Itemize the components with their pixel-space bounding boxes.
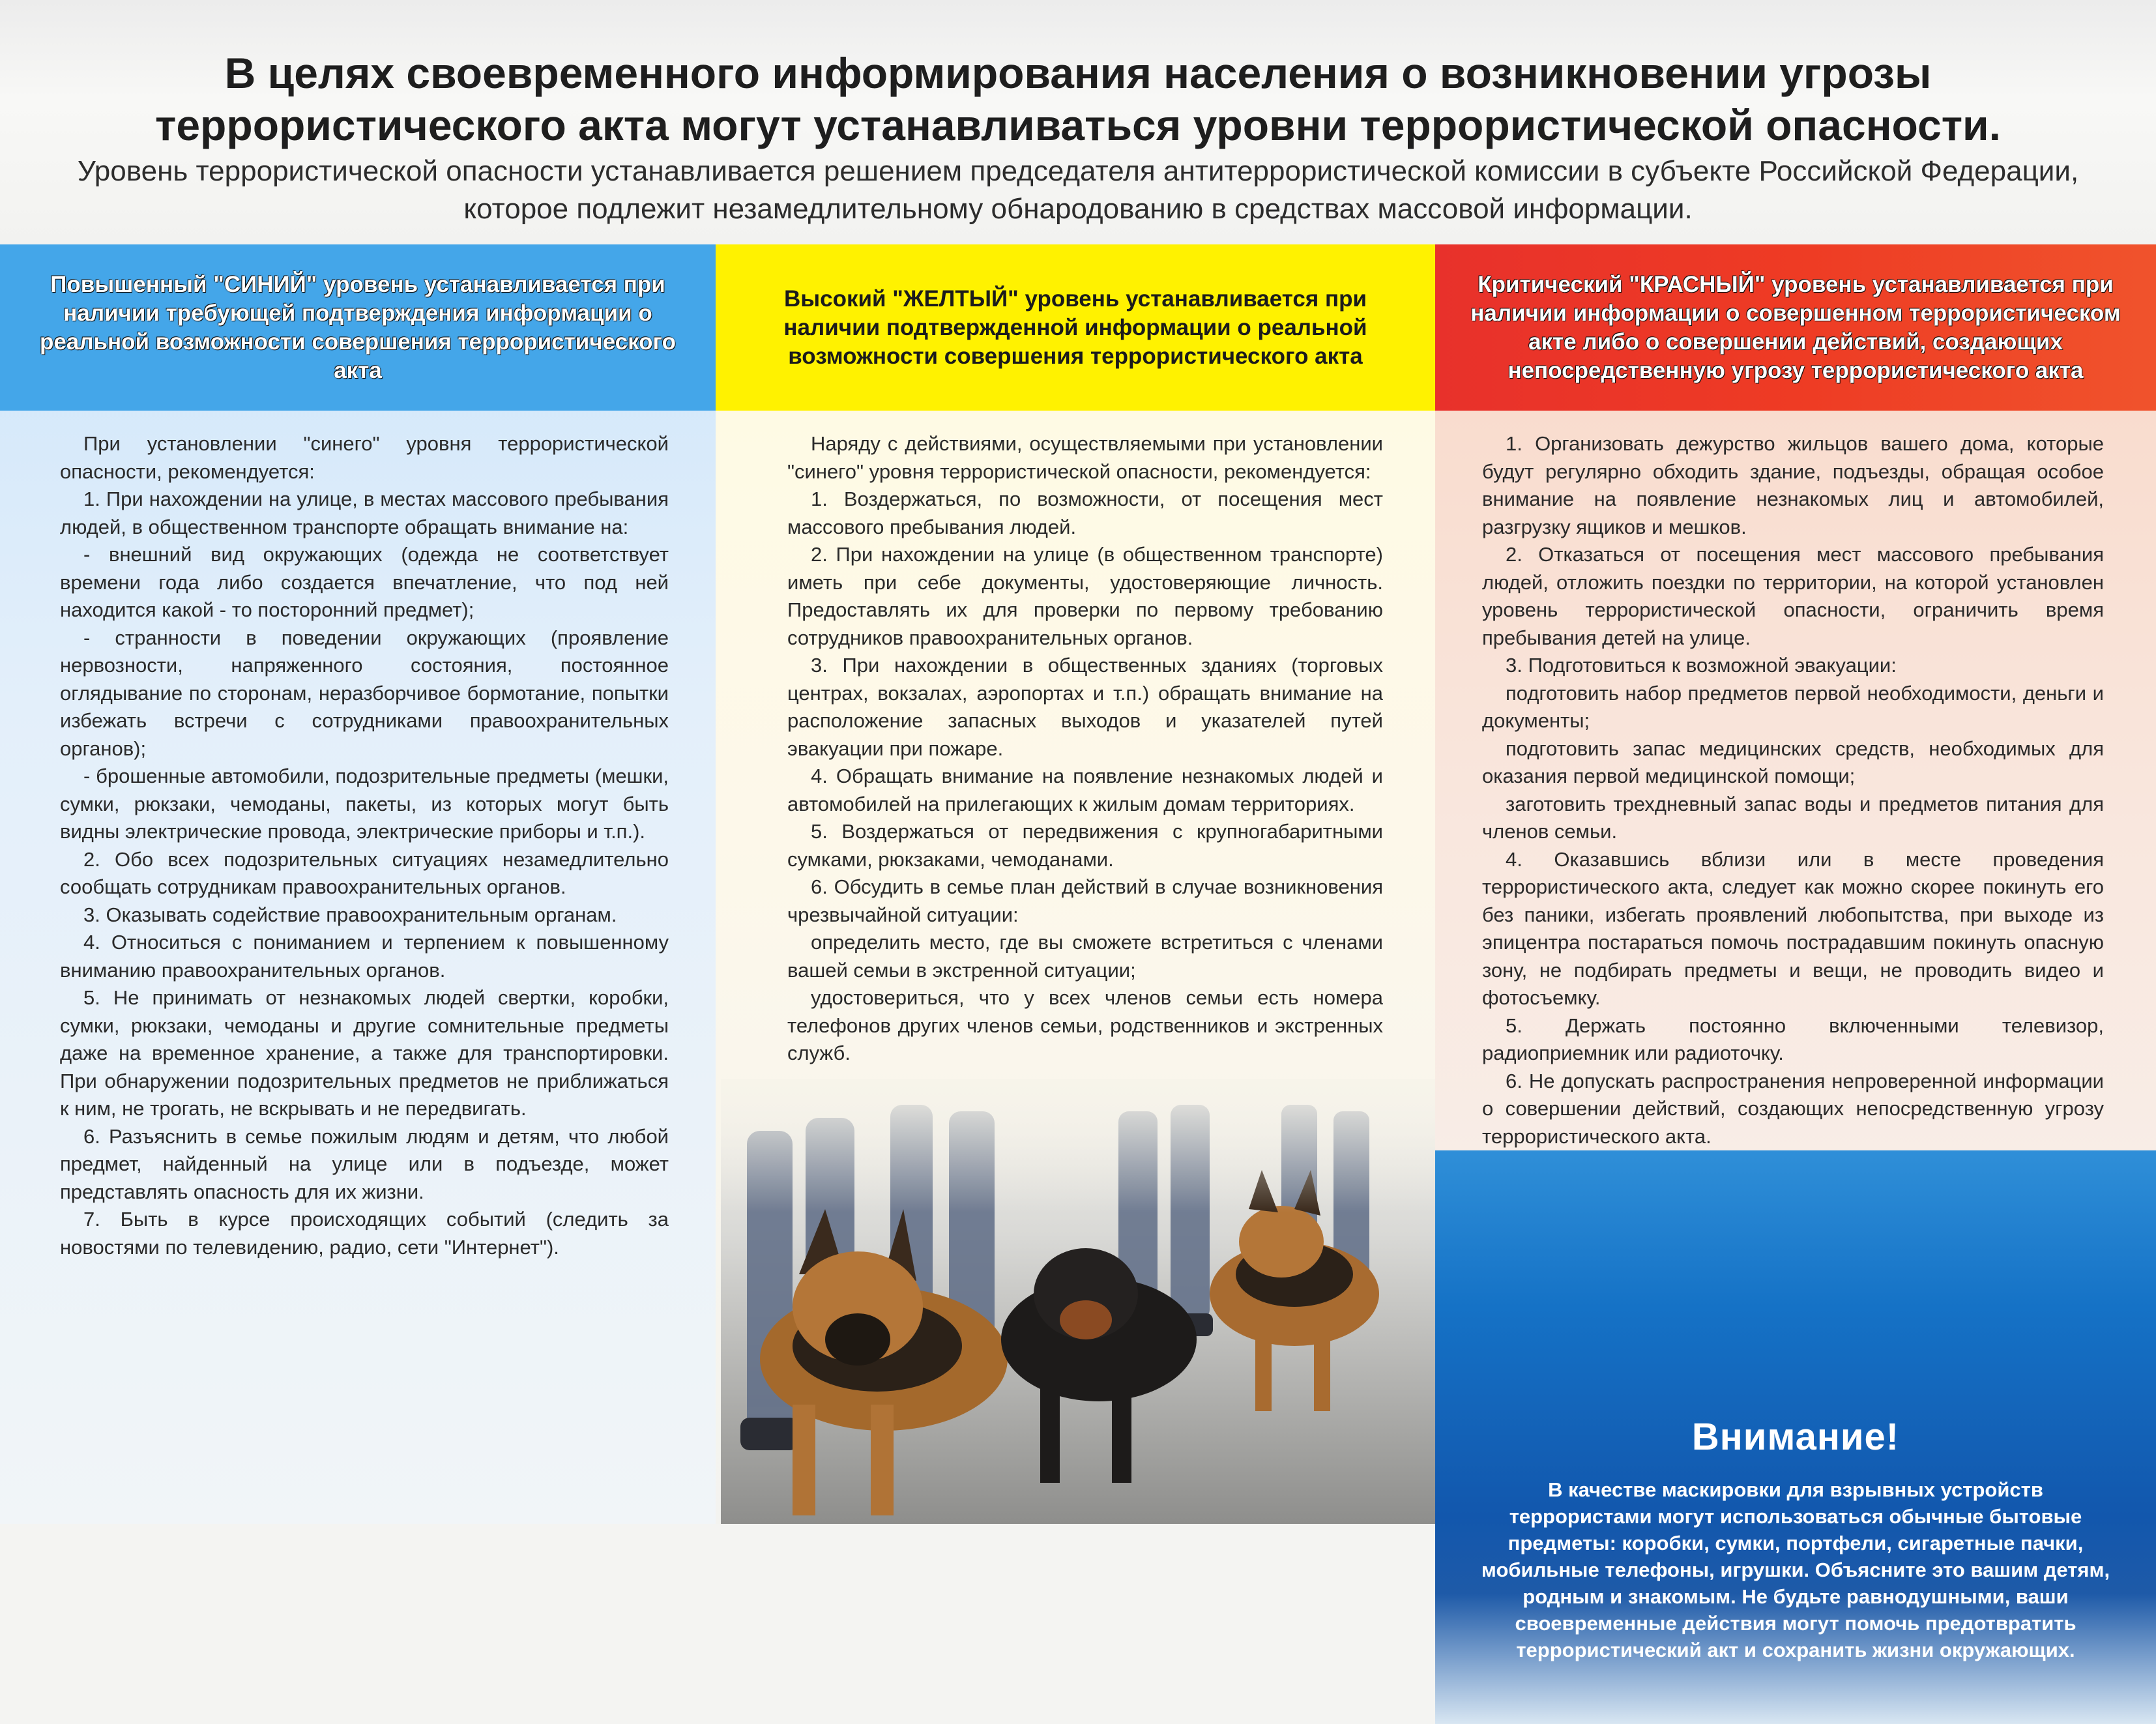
red-paragraph: 4. Оказавшись вблизи или в месте проведения террористического акта, следует как можно скорее покинуть его без паники, избегать проявлений любопытства, при выходе из эпицентра постараться помочь пострадавшим покинуть опасную зону, не подбирать предметы и вещи, не проводить видео и фотосъемку. — [1482, 847, 2104, 1009]
red-paragraph: 1. Организовать дежурство жильцов вашего дома, которые будут регулярно обходить здание, подъезды, обращая особое внимание на появление незнакомых лиц и автомобилей, разгрузку ящиков и мешков. — [1482, 432, 2104, 538]
yellow-paragraph: 4. Обращать внимание на появление незнакомых людей и автомобилей на прилегающих к жилым домам территориях. — [787, 765, 1383, 815]
blue-paragraph: - странности в поведении окружающих (проявление нервозности, напряженного состояния, постоянное оглядывание по сторонам, неразборчивое бормотание, попытки избежать встречи с сотрудниками правоохранительных органов); — [60, 626, 669, 760]
red-paragraph: подготовить набор предметов первой необходимости, деньги и документы; — [1482, 681, 2104, 732]
yellow-level-recommendations — [787, 430, 1383, 1068]
police-dogs-photo — [721, 1079, 1435, 1524]
yellow-paragraph: определить место, где вы сможете встретиться с членами вашей семьи в экстренной ситуации; — [787, 931, 1383, 982]
red-paragraph: 6. Не допускать распространения непроверенной информации о совершении действий, создающих непосредственную угрозу террористического акта. — [1482, 1069, 2104, 1148]
blue-paragraph: 4. Относиться с пониманием и терпением к повышенному вниманию правоохранительных органов. — [60, 931, 669, 982]
blue-paragraph: При установлении "синего" уровня террористической опасности, рекомендуется: — [60, 432, 669, 483]
red-paragraph: заготовить трехдневный запас воды и предметов питания для членов семьи. — [1482, 792, 2104, 843]
blue-level-header — [0, 244, 716, 411]
yellow-paragraph: 3. При нахождении в общественных зданиях (торговых центрах, вокзалах, аэропортах и т.п.) обращать внимание на расположение запасных выходов и указателей путей эвакуации при пожаре. — [787, 654, 1383, 760]
attention-text: В качестве маскировки для взрывных устройств террористами могут использоваться обычные бытовые предметы: коробки, сумки, портфели, сигаретные пачки, мобильные телефоны, игрушки. Объясните это вашим детям, родным и знакомым. Не будьте равнодушными, ваши своевременные действия могут помочь предотвратить террористический акт и сохранить жизни окружающих. — [1481, 1478, 2110, 1661]
attention-title: Внимание! — [1691, 1416, 1900, 1458]
page-title: В целях своевременного информирования населения о возникновении угрозы террористического акта могут устанавливаться уровни террористической опасности. — [155, 49, 2001, 149]
yellow-paragraph: 6. Обсудить в семье план действий в случае возникновения чрезвычайной ситуации: — [787, 875, 1383, 926]
yellow-level-header — [716, 244, 1435, 411]
blue-paragraph: 6. Разъяснить в семье пожилым людям и детям, что любой предмет, найденный на улице или в подъезде, может представлять опасность для их жизни. — [60, 1124, 669, 1203]
blue-paragraph: 2. Обо всех подозрительных ситуациях незамедлительно сообщать сотрудникам правоохранительных органов. — [60, 847, 669, 898]
yellow-paragraph: 5. Воздержаться от передвижения с крупногабаритными сумками, рюкзаками, чемоданами. — [787, 820, 1383, 871]
page-header — [0, 0, 2156, 246]
red-paragraph: 2. Отказаться от посещения мест массового пребывания людей, отложить поездки по территории, на которой установлен уровень террористической опасности, ограничить время пребывания детей на улице. — [1482, 543, 2104, 649]
yellow-paragraph: 1. Воздержаться, по возможности, от посещения мест массового пребывания людей. — [787, 488, 1383, 538]
yellow-paragraph: 2. При нахождении на улице (в общественном транспорте) иметь при себе документы, удостоверяющие личность. Предоставлять их для проверки по первому требованию сотрудников правоохранительных органов. — [787, 543, 1383, 649]
yellow-paragraph: удостовериться, что у всех членов семьи есть номера телефонов других членов семьи, родственников и экстренных служб. — [787, 986, 1383, 1064]
blue-paragraph: - внешний вид окружающих (одежда не соответствует времени года либо создается впечатление, что под ней находится какой - то посторонний предмет); — [60, 543, 669, 621]
blue-level-column — [0, 244, 716, 1524]
blue-paragraph: 5. Не принимать от незнакомых людей свертки, коробки, сумки, рюкзаки, чемоданы и другие сомнительные предметы даже на временное хранение, а также для транспортировки. При обнаружении подозрительных предметов не приближаться к ним, не трогать, не вскрывать и не передвигать. — [60, 986, 669, 1120]
blue-paragraph: 1. При нахождении на улице, в местах массового пребывания людей, в общественном транспорте обращать внимание на: — [60, 488, 669, 538]
blue-level-heading: Повышенный "СИНИЙ" уровень устанавливается при наличии требующей подтверждения информации о реальной возможности совершения террористического акта — [39, 271, 677, 383]
red-level-header — [1435, 244, 2156, 411]
red-paragraph: 5. Держать постоянно включенными телевизор, радиоприемник или радиоточку. — [1482, 1014, 2104, 1064]
yellow-level-column — [716, 244, 1435, 1524]
attention-box — [1435, 1150, 2156, 1724]
red-paragraph: подготовить запас медицинских средств, необходимых для оказания первой медицинской помощи; — [1482, 737, 2104, 787]
yellow-paragraph: Наряду с действиями, осуществляемыми при установлении "синего" уровня террористической опасности, рекомендуется: — [787, 432, 1383, 483]
blue-paragraph: 3. Оказывать содействие правоохранительным органам. — [83, 903, 617, 926]
yellow-level-heading: Высокий "ЖЕЛТЫЙ" уровень устанавливается при наличии подтвержденной информации о реальной возможности совершения террористического акта — [783, 285, 1367, 369]
police-dogs-illustration — [721, 1079, 1435, 1524]
blue-paragraph: - брошенные автомобили, подозрительные предметы (мешки, сумки, рюкзаки, чемоданы, пакеты, из которых могут быть видны электрические провода, электрические приборы и т.п.). — [60, 765, 669, 843]
red-paragraph: 3. Подготовиться к возможной эвакуации: — [1506, 654, 1897, 677]
blue-level-recommendations — [60, 430, 669, 1261]
page-subtitle: Уровень террористической опасности устанавливается решением председателя антитеррористической комиссии в субъекте Российской Федерации, которое подлежит незамедлительному обнародованию в средствах массовой информации. — [77, 155, 2079, 225]
red-level-heading: Критический "КРАСНЫЙ" уровень устанавливается при наличии информации о совершенном террористическом акте либо о совершении действий, создающих непосредственную угрозу террористического акта — [1470, 271, 2121, 383]
red-level-column — [1435, 244, 2156, 1661]
red-level-recommendations — [1482, 430, 2104, 1150]
blue-paragraph: 7. Быть в курсе происходящих событий (следить за новостями по телевидению, радио, сети "Интернет"). — [60, 1208, 669, 1259]
